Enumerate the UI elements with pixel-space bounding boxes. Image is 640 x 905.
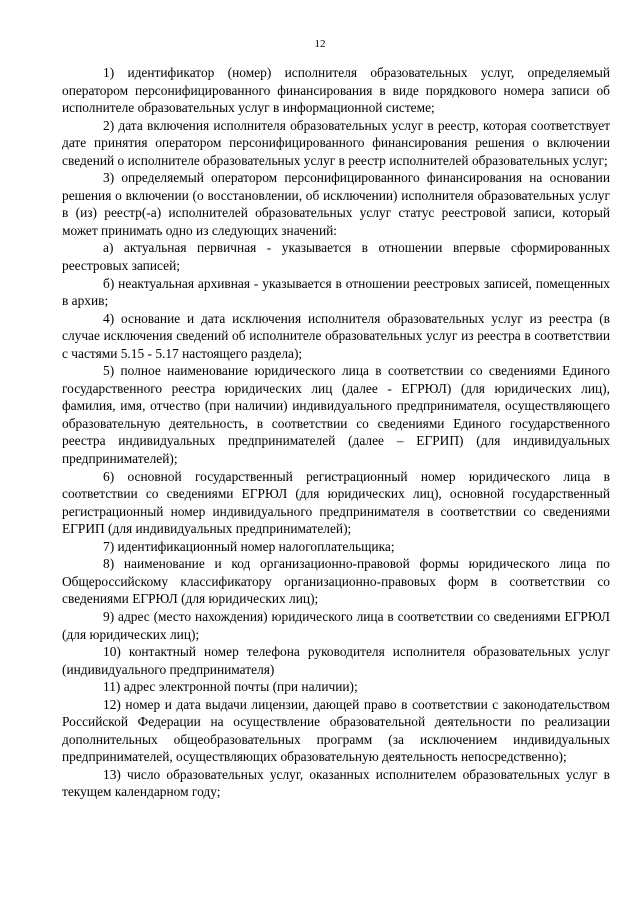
paragraph-item-4: 4) основание и дата исключения исполнителя образовательных услуг из реестра (в случае исключения сведений об исполнителе образовательных услуг из реестра в соответствии с частями 5.15 - 5.17 настоящего раздела); — [62, 310, 610, 361]
paragraph-item-3: 3) определяемый оператором персонифицированного финансирования на основании решения о включении (о восстановлении, об исключении) исполнителя образовательных услуг в (из) реестр(-а) исполнителей образовательных услуг статус реестровой записи, который может принимать одно из следующих значений: — [62, 170, 610, 238]
paragraph-subitem-b: б) неактуальная архивная - указывается в отношении реестровых записей, помещенных в архив; — [62, 275, 610, 309]
document-body — [62, 64, 610, 801]
page-number: 12 — [314, 38, 326, 50]
paragraph-item-5: 5) полное наименование юридического лица в соответствии со сведениями Единого государственного реестра юридических лиц (далее - ЕГРЮЛ) (для юридических лиц), фамилия, имя, отчество (при наличии) индивидуального предпринимателя, осуществляющего образовательную деятельность, в соответствии со сведениями Единого государственного реестра индивидуальных предпринимателей (далее – ЕГРИП) (для индивидуальных предпринимателей); — [62, 363, 610, 467]
paragraph-item-8: 8) наименование и код организационно-правовой формы юридического лица по Общероссийскому классификатору организационно-правовых форм в соответствии со сведениями ЕГРЮЛ (для юридических лиц); — [62, 556, 610, 607]
paragraph-item-7: 7) идентификационный номер налогоплательщика; — [103, 538, 395, 554]
paragraph-item-2: 2) дата включения исполнителя образовательных услуг в реестр, которая соответствует дате принятия оператором персонифицированного финансирования решения о включении сведений о исполнителе образовательных услуг в реестр исполнителей образовательных услуг; — [62, 117, 610, 168]
paragraph-item-13: 13) число образовательных услуг, оказанных исполнителем образовательных услуг в текущем календарном году; — [62, 766, 610, 800]
paragraph-subitem-a: а) актуальная первичная - указывается в отношении впервые сформированных реестровых записей; — [62, 240, 610, 274]
paragraph-item-9: 9) адрес (место нахождения) юридического лица в соответствии со сведениями ЕГРЮЛ (для юридических лиц); — [62, 608, 610, 642]
paragraph-item-10: 10) контактный номер телефона руководителя исполнителя образовательных услуг (индивидуального предпринимателя) — [62, 644, 610, 677]
paragraph-item-6: 6) основной государственный регистрационный номер юридического лица в соответствии со сведениями ЕГРЮЛ (для юридических лиц), основной государственный регистрационный номер индивидуального предпринимателя в соответствии со сведениями ЕГРИП (для индивидуальных предпринимателей); — [62, 468, 610, 537]
paragraph-item-1: 1) идентификатор (номер) исполнителя образовательных услуг, определяемый оператором персонифицированного финансирования в виде порядкового номера записи об исполнителе образовательных услуг в информационной системе; — [62, 65, 610, 116]
paragraph-item-11: 11) адрес электронной почты (при наличии); — [103, 679, 358, 695]
paragraph-item-12: 12) номер и дата выдачи лицензии, дающей право в соответствии с законодательством Российской Федерации на осуществление образовательной деятельности по реализации дополнительных общеобразовательных программ (за исключением индивидуальных предпринимателей, осуществляющих образовательную деятельность непосредственно); — [62, 696, 610, 765]
